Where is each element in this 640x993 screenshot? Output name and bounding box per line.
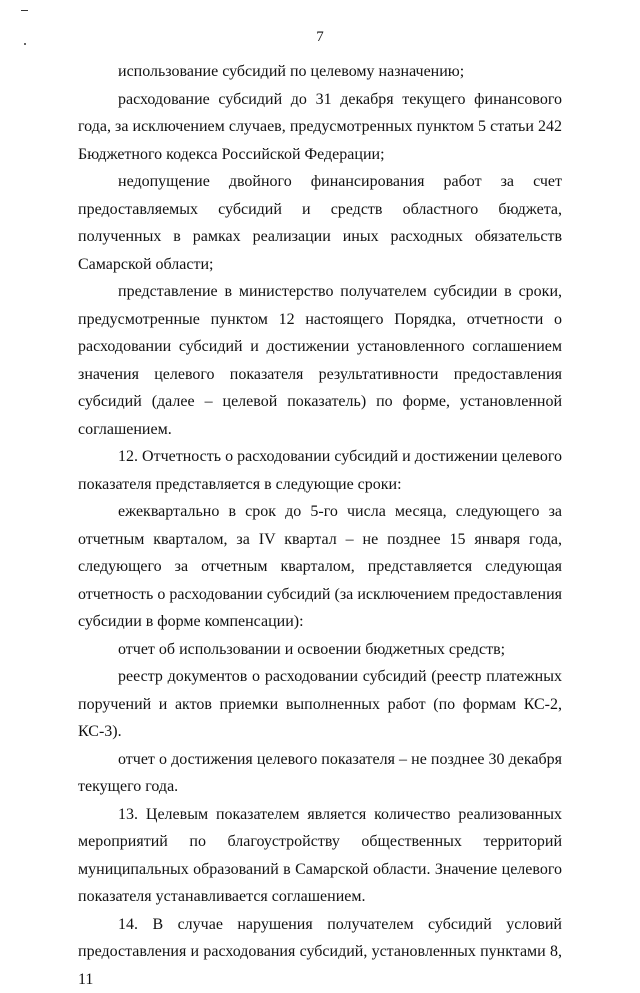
- paragraph: ежеквартально в срок до 5-го числа месяца, следующего за отчетным кварталом, за IV квартал – не позднее 15 января года, следующего за отчетным кварталом, представляется следующая отчетность о расходовании субсидий (за исключением предоставления субсидии в форме компенсации):: [78, 498, 562, 636]
- document-body: [78, 58, 562, 993]
- paragraph: недопущение двойного финансирования работ за счет предоставляемых субсидий и средств областного бюджета, полученных в рамках реализации иных расходных обязательств Самарской области;: [78, 168, 562, 278]
- paragraph: представление в министерство получателем субсидии в сроки, предусмотренные пунктом 12 настоящего Порядка, отчетности о расходовании субсидий и достижении установленного соглашением значения целевого показателя результативности предоставления субсидий (далее – целевой показатель) по форме, установленной соглашением.: [78, 278, 562, 443]
- page-number: 7: [0, 28, 640, 46]
- paragraph: отчет об использовании и освоении бюджетных средств;: [78, 636, 562, 664]
- paragraph: реестр документов о расходовании субсидий (реестр платежных поручений и актов приемки выполненных работ (по формам КС-2, КС-3).: [78, 663, 562, 746]
- paragraph: расходование субсидий до 31 декабря текущего финансового года, за исключением случаев, предусмотренных пунктом 5 статьи 242 Бюджетного кодекса Российской Федерации;: [78, 86, 562, 169]
- paragraph-item-14: 14. В случае нарушения получателем субсидий условий предоставления и расходования субсидий, установленных пунктами 8, 11: [78, 911, 562, 993]
- paragraph: использование субсидий по целевому назначению;: [78, 58, 562, 86]
- paragraph-item-12: 12. Отчетность о расходовании субсидий и достижении целевого показателя представляется в следующие сроки:: [78, 443, 562, 498]
- paragraph-item-13: 13. Целевым показателем является количество реализованных мероприятий по благоустройству общественных территорий муниципальных образований в Самарской области. Значение целевого показателя устанавливается соглашением.: [78, 801, 562, 911]
- scan-artifact: [21, 10, 28, 11]
- paragraph: отчет о достижения целевого показателя – не позднее 30 декабря текущего года.: [78, 746, 562, 801]
